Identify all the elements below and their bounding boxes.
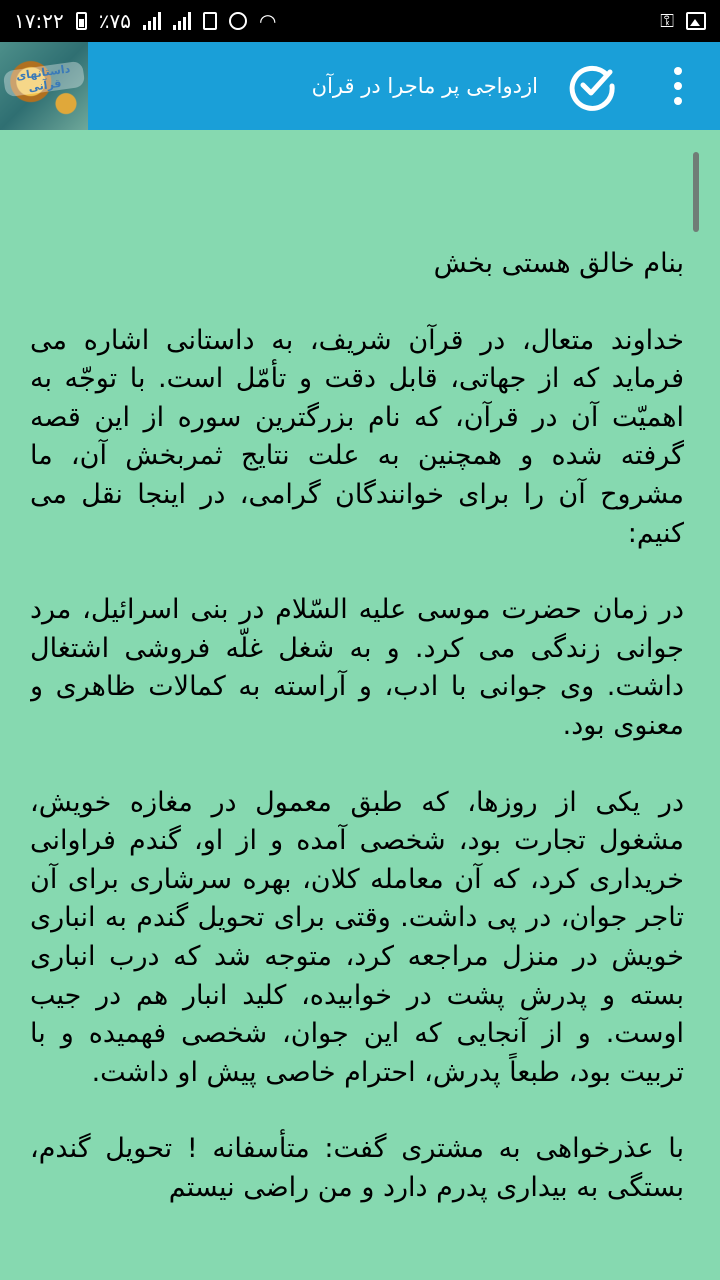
status-left xyxy=(14,9,276,33)
key-icon: ⚿ xyxy=(660,10,674,32)
wifi-icon: ◠ xyxy=(258,9,277,33)
status-time: ۱۷:۲۲ xyxy=(14,9,64,33)
signal-icon xyxy=(143,12,161,30)
app-toolbar xyxy=(0,42,720,130)
overflow-menu-button[interactable] xyxy=(658,56,698,116)
image-icon xyxy=(686,12,706,30)
app-thumbnail[interactable] xyxy=(0,42,88,130)
sim-icon xyxy=(203,12,217,30)
article-paragraph: خداوند متعال، در قرآن شریف، به داستانی اشاره می فرماید که از جهاتی، قابل دقت و تأمّل است. با توجّه به اهمیّت آن در قرآن، که نام بزرگترین سوره از این قصه گرفته شده و همچنین به علت نتایج ثمربخش آن، ما مشروح آن را برای خوانندگان گرامی، در اینجا نقل می کنیم: xyxy=(30,324,684,549)
signal-icon-2 xyxy=(173,12,191,30)
page-title: ازدواجی پر ماجرا در قرآن xyxy=(311,74,538,98)
check-circle-icon xyxy=(567,61,617,111)
article-heading: بنام خالق هستی بخش xyxy=(433,248,684,279)
battery-percent: ٪۷۵ xyxy=(98,9,131,33)
scrollbar-thumb[interactable] xyxy=(693,152,699,232)
sync-icon xyxy=(229,12,247,30)
menu-dot-icon xyxy=(674,82,682,90)
thumbnail-logo-text: داستانهای قرآنی xyxy=(3,61,86,98)
menu-dot-icon xyxy=(674,97,682,105)
check-button[interactable] xyxy=(562,56,622,116)
article-paragraph: با عذرخواهی به مشتری گفت: متأسفانه ! تحویل گندم، بستگی به بیداری پدرم دارد و من راضی نیستم xyxy=(30,1133,684,1203)
article-paragraph: در یکی از روزها، که طبق معمول در مغازه خویش، مشغول تجارت بود، شخصی آمده و از او، گندم فراوانی خریداری کرد، که آن معامله کلان، بهره سرشاری برای آن تاجر جوان، در پی داشت. وقتی برای تحویل گندم به انباری خویش در منزل مراجعه کرد، متوجه شد که درب انباری بسته و پدرش پشت در خوابیده، کلید انبار هم در جیب اوست. و از آنجایی که این جوان، شخصی فهمیده و با تربیت بود، طبعاً پدرش، احترام خاصی پیش او داشت. xyxy=(30,786,684,1088)
status-right xyxy=(660,11,706,32)
menu-dot-icon xyxy=(674,67,682,75)
article-body xyxy=(30,130,684,1207)
status-bar xyxy=(0,0,720,42)
article-paragraph: در زمان حضرت موسی علیه السّلام در بنی اسرائیل، مرد جوانی زندگی می کرد. و به شغل غلّه فروشی اشتغال داشت. وی جوانی با ادب، و آراسته به کمالات ظاهری و معنوی بود. xyxy=(30,594,684,741)
article-scroll-area[interactable] xyxy=(30,130,684,1280)
battery-icon xyxy=(76,12,87,30)
